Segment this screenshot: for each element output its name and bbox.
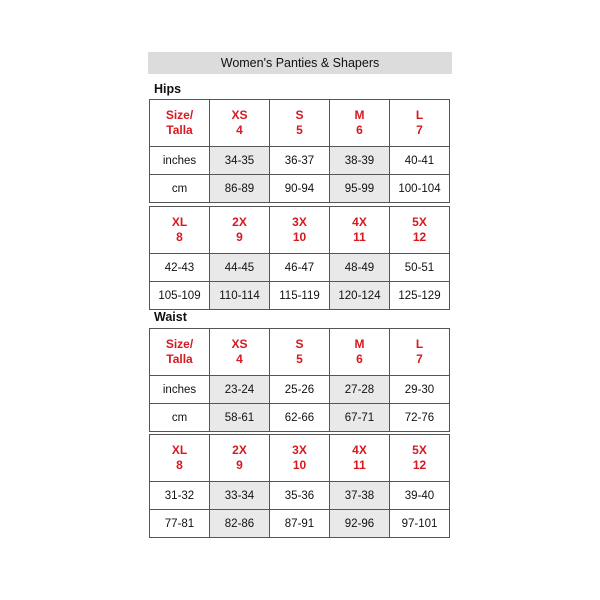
size-value-cell: 105-109 (150, 282, 210, 310)
size-header-cell (390, 100, 450, 147)
size-header-cell (150, 100, 210, 147)
size-value-cell: 37-38 (330, 482, 390, 510)
size-value-cell: 42-43 (150, 254, 210, 282)
size-header-cell (150, 207, 210, 254)
size-number: 11 (353, 230, 366, 244)
size-header-cell (330, 100, 390, 147)
size-header-cell (390, 435, 450, 482)
size-number: 6 (356, 123, 363, 137)
size-code: XL (171, 215, 188, 229)
size-value-cell: 25-26 (270, 376, 330, 404)
unit-label: cm (150, 175, 210, 203)
unit-label: inches (150, 376, 210, 404)
size-header-cell (210, 100, 270, 147)
unit-label: cm (150, 404, 210, 432)
size-value-cell: 100-104 (390, 175, 450, 203)
size-header-cell (210, 329, 270, 376)
size-header-cell (270, 435, 330, 482)
size-value-cell: 27-28 (330, 376, 390, 404)
hips-table-2 (149, 206, 450, 310)
size-value-cell: 82-86 (210, 510, 270, 538)
size-value-cell: 39-40 (390, 482, 450, 510)
size-value-cell: 115-119 (270, 282, 330, 310)
size-header-cell (330, 435, 390, 482)
size-number: Talla (166, 123, 193, 137)
size-value-cell: 125-129 (390, 282, 450, 310)
size-value-cell: 67-71 (330, 404, 390, 432)
size-code: Size/ (165, 108, 194, 122)
size-code: 3X (292, 443, 307, 457)
size-number: 5 (296, 352, 303, 366)
size-number: Talla (166, 352, 193, 366)
size-header-cell (210, 435, 270, 482)
size-number: 4 (236, 352, 243, 366)
size-number: 7 (416, 123, 423, 137)
size-number: 12 (412, 230, 427, 244)
size-number: 10 (292, 458, 307, 472)
size-value-cell: 34-35 (210, 147, 270, 175)
size-header-cell (270, 207, 330, 254)
size-value-cell: 86-89 (210, 175, 270, 203)
size-header-cell (270, 100, 330, 147)
size-code: XS (231, 337, 248, 351)
size-code: S (295, 337, 304, 351)
size-value-cell: 90-94 (270, 175, 330, 203)
size-number: 6 (356, 352, 363, 366)
size-header-cell (330, 207, 390, 254)
size-value-cell: 46-47 (270, 254, 330, 282)
size-number: 4 (236, 123, 243, 137)
size-value-cell: 62-66 (270, 404, 330, 432)
size-code: L (415, 337, 424, 351)
size-value-cell: 48-49 (330, 254, 390, 282)
section-label-hips: Hips (154, 82, 182, 96)
size-code: S (295, 108, 304, 122)
unit-label: inches (150, 147, 210, 175)
size-value-cell: 23-24 (210, 376, 270, 404)
size-number: 8 (176, 458, 183, 472)
size-value-cell: 38-39 (330, 147, 390, 175)
size-number: 9 (236, 458, 243, 472)
size-value-cell: 35-36 (270, 482, 330, 510)
size-value-cell: 97-101 (390, 510, 450, 538)
size-value-cell: 110-114 (210, 282, 270, 310)
chart-title: Women's Panties & Shapers (148, 52, 452, 74)
size-value-cell: 50-51 (390, 254, 450, 282)
size-header-cell (270, 329, 330, 376)
size-header-cell (390, 329, 450, 376)
size-value-cell: 31-32 (150, 482, 210, 510)
size-value-cell: 44-45 (210, 254, 270, 282)
size-value-cell: 77-81 (150, 510, 210, 538)
size-code: 5X (412, 443, 427, 457)
size-value-cell: 87-91 (270, 510, 330, 538)
section-label-waist: Waist (154, 310, 187, 324)
size-code: 3X (292, 215, 307, 229)
size-code: 4X (352, 215, 367, 229)
size-value-cell: 58-61 (210, 404, 270, 432)
size-value-cell: 72-76 (390, 404, 450, 432)
size-value-cell: 29-30 (390, 376, 450, 404)
size-value-cell: 40-41 (390, 147, 450, 175)
size-header-cell (390, 207, 450, 254)
size-number: 10 (292, 230, 307, 244)
hips-table-1 (149, 99, 450, 203)
size-code: M (354, 108, 365, 122)
size-number: 5 (296, 123, 303, 137)
size-number: 9 (236, 230, 243, 244)
size-code: XL (171, 443, 188, 457)
size-value-cell: 120-124 (330, 282, 390, 310)
size-header-cell (150, 435, 210, 482)
size-code: 2X (232, 443, 247, 457)
size-header-cell (210, 207, 270, 254)
size-code: 5X (412, 215, 427, 229)
size-code: M (354, 337, 365, 351)
size-value-cell: 95-99 (330, 175, 390, 203)
size-number: 12 (412, 458, 427, 472)
size-code: L (415, 108, 424, 122)
size-code: Size/ (165, 337, 194, 351)
size-value-cell: 33-34 (210, 482, 270, 510)
size-code: XS (231, 108, 248, 122)
size-number: 11 (353, 458, 366, 472)
size-number: 8 (176, 230, 183, 244)
size-code: 4X (352, 443, 367, 457)
size-header-cell (330, 329, 390, 376)
size-number: 7 (416, 352, 423, 366)
size-code: 2X (232, 215, 247, 229)
size-value-cell: 92-96 (330, 510, 390, 538)
size-value-cell: 36-37 (270, 147, 330, 175)
waist-table-2 (149, 434, 450, 538)
size-header-cell (150, 329, 210, 376)
waist-table-1 (149, 328, 450, 432)
